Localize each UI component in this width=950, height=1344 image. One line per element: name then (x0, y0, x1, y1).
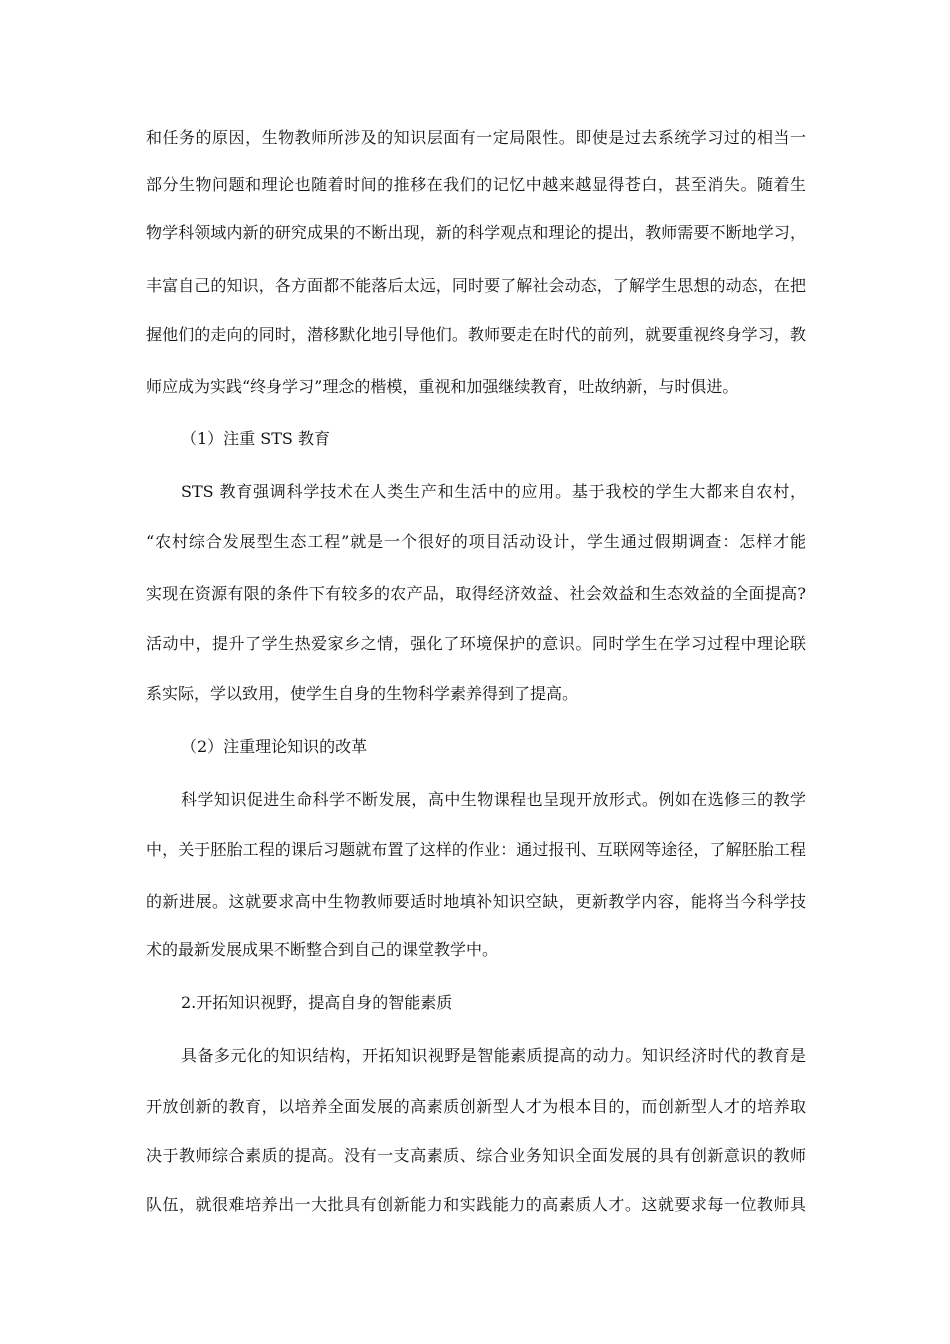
paragraph-line: 实现在资源有限的条件下有较多的农产品，取得经济效益、社会效益和生态效益的全面提高? (146, 584, 806, 603)
paragraph-line: 师应成为实践“终身学习”理念的楷模，重视和加强继续教育，吐故纳新，与时俱进。 (146, 377, 739, 396)
paragraph-line: 丰富自己的知识，各方面都不能落后太远，同时要了解社会动态，了解学生思想的动态，在把 (146, 276, 806, 295)
paragraph-line: 活动中，提升了学生热爱家乡之情，强化了环境保护的意识。同时学生在学习过程中理论联 (146, 634, 806, 653)
paragraph-line: 中，关于胚胎工程的课后习题就布置了这样的作业：通过报刊、互联网等途径，了解胚胎工程 (146, 840, 806, 859)
paragraph-line: 系实际，学以致用，使学生自身的生物科学素养得到了提高。 (146, 684, 579, 703)
paragraph-line: 握他们的走向的同时，潜移默化地引导他们。教师要走在时代的前列，就要重视终身学习，教 (146, 325, 806, 344)
paragraph-line: 部分生物问题和理论也随着时间的推移在我们的记忆中越来越显得苍白，甚至消失。随着生 (146, 175, 806, 194)
paragraph-line: 决于教师综合素质的提高。没有一支高素质、综合业务知识全面发展的具有创新意识的教师 (146, 1146, 806, 1165)
section-heading: （1）注重 STS 教育 (181, 429, 330, 448)
paragraph-line: 队伍，就很难培养出一大批具有创新能力和实践能力的高素质人才。这就要求每一位教师具 (146, 1195, 806, 1214)
section-heading: （2）注重理论知识的改革 (181, 737, 368, 756)
paragraph-line: 和任务的原因，生物教师所涉及的知识层面有一定局限性。即使是过去系统学习过的相当一 (146, 128, 806, 147)
paragraph-line: “农村综合发展型生态工程”就是一个很好的项目活动设计，学生通过假期调查：怎样才能 (146, 532, 806, 551)
paragraph-line: 具备多元化的知识结构，开拓知识视野是智能素质提高的动力。知识经济时代的教育是 (181, 1046, 806, 1065)
paragraph-line: 术的最新发展成果不断整合到自己的课堂教学中。 (146, 940, 499, 959)
section-heading: 2.开拓知识视野，提高自身的智能素质 (181, 993, 453, 1012)
paragraph-line: 科学知识促进生命科学不断发展，高中生物课程也呈现开放形式。例如在选修三的教学 (181, 790, 806, 809)
paragraph-line: 物学科领域内新的研究成果的不断出现，新的科学观点和理论的提出，教师需要不断地学习， (146, 223, 806, 242)
paragraph-line: 的新进展。这就要求高中生物教师要适时地填补知识空缺，更新教学内容，能将当今科学技 (146, 892, 806, 911)
paragraph-line: STS 教育强调科学技术在人类生产和生活中的应用。基于我校的学生大都来自农村， (181, 482, 806, 501)
paragraph-line: 开放创新的教育，以培养全面发展的高素质创新型人才为根本目的，而创新型人才的培养取 (146, 1097, 806, 1116)
